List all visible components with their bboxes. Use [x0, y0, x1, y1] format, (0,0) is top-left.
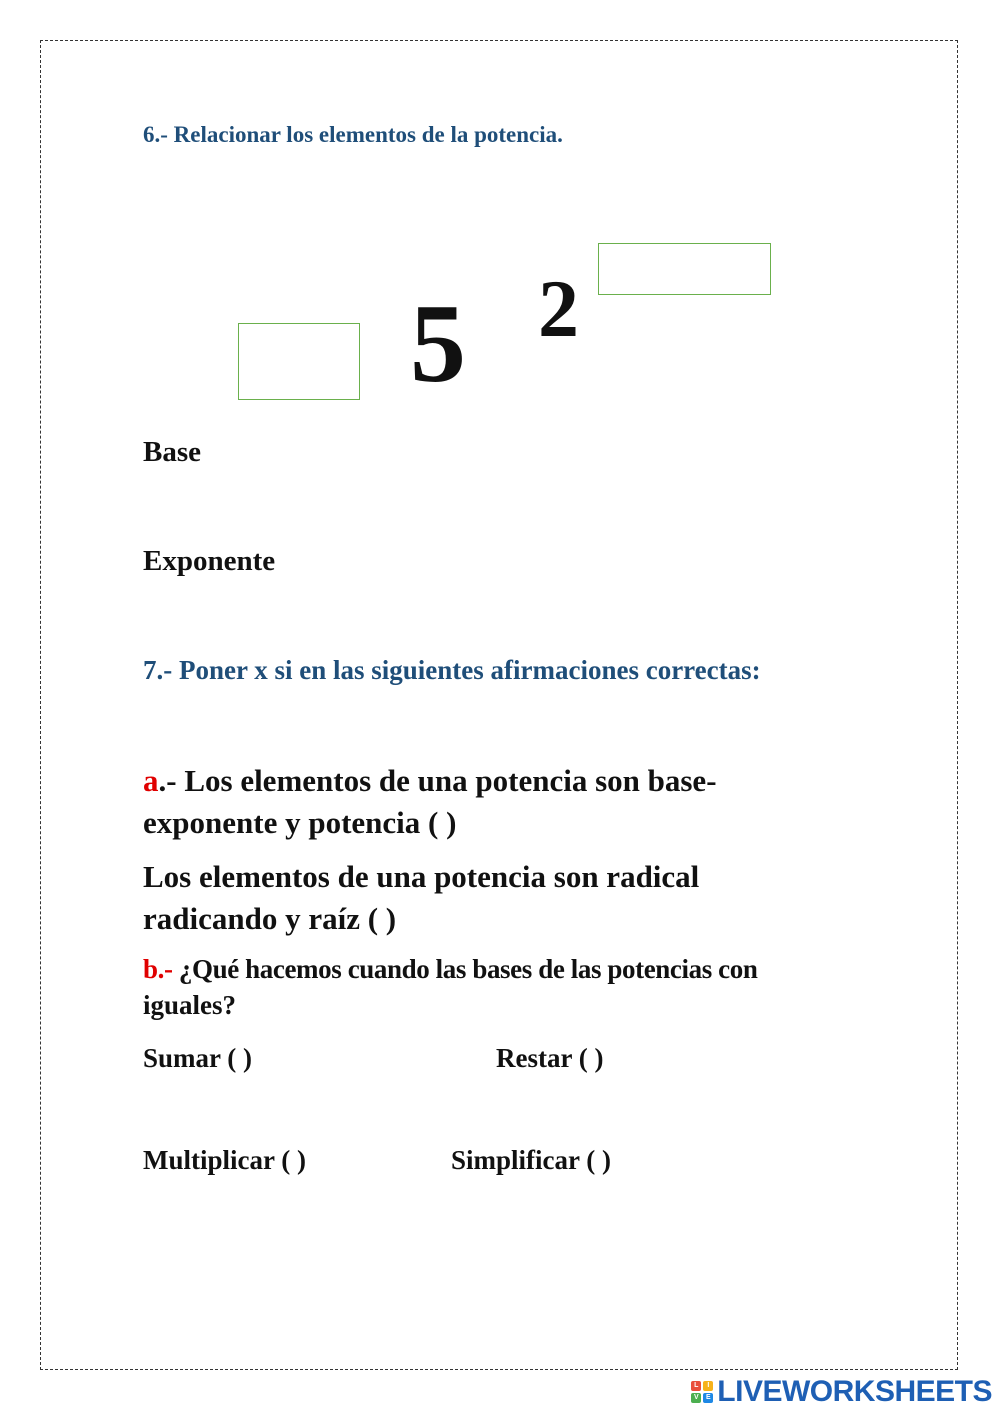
section-6-title: 6.- Relacionar los elementos de la potencia. — [143, 122, 563, 147]
logo-letter: E — [703, 1393, 713, 1403]
section-7-title: 7.- Poner x si en las siguientes afirmaciones correctas: — [143, 655, 761, 685]
liveworksheets-wordmark: LIVEWORKSHEETS — [717, 1375, 992, 1408]
option-exponente[interactable]: Exponente — [143, 545, 276, 577]
option-restar[interactable]: Restar ( ) — [496, 1043, 604, 1073]
question-a-marker: a — [143, 763, 159, 798]
option-simplificar[interactable]: Simplificar ( ) — [451, 1145, 611, 1175]
liveworksheets-logo-icon — [691, 1381, 713, 1403]
option-sumar[interactable]: Sumar ( ) — [143, 1043, 253, 1073]
liveworksheets-brand — [691, 1374, 992, 1410]
question-b-text: ¿Qué hacemos cuando las bases de las potencias con — [172, 954, 758, 984]
question-b-line2: iguales? — [143, 990, 237, 1020]
question-b-line1 — [143, 954, 757, 985]
question-b-marker: b.- — [143, 954, 173, 984]
power-base-number: 5 — [410, 282, 466, 406]
power-exponent-number: 2 — [538, 263, 579, 354]
logo-letter: L — [691, 1381, 701, 1391]
question-a-alt-line1: Los elementos de una potencia son radical — [143, 859, 700, 894]
question-a-alt-line2[interactable]: radicando y raíz ( ) — [143, 901, 397, 936]
logo-letter: I — [703, 1381, 713, 1391]
question-a-line1 — [143, 760, 717, 802]
option-base[interactable]: Base — [143, 436, 201, 468]
base-answer-box[interactable] — [238, 323, 360, 400]
logo-letter: V — [691, 1393, 701, 1403]
option-multiplicar[interactable]: Multiplicar ( ) — [143, 1145, 306, 1175]
question-a-line2[interactable]: exponente y potencia ( ) — [143, 805, 457, 840]
question-a-text: .- Los elementos de una potencia son base- — [158, 763, 717, 798]
exponent-answer-box[interactable] — [598, 243, 771, 295]
